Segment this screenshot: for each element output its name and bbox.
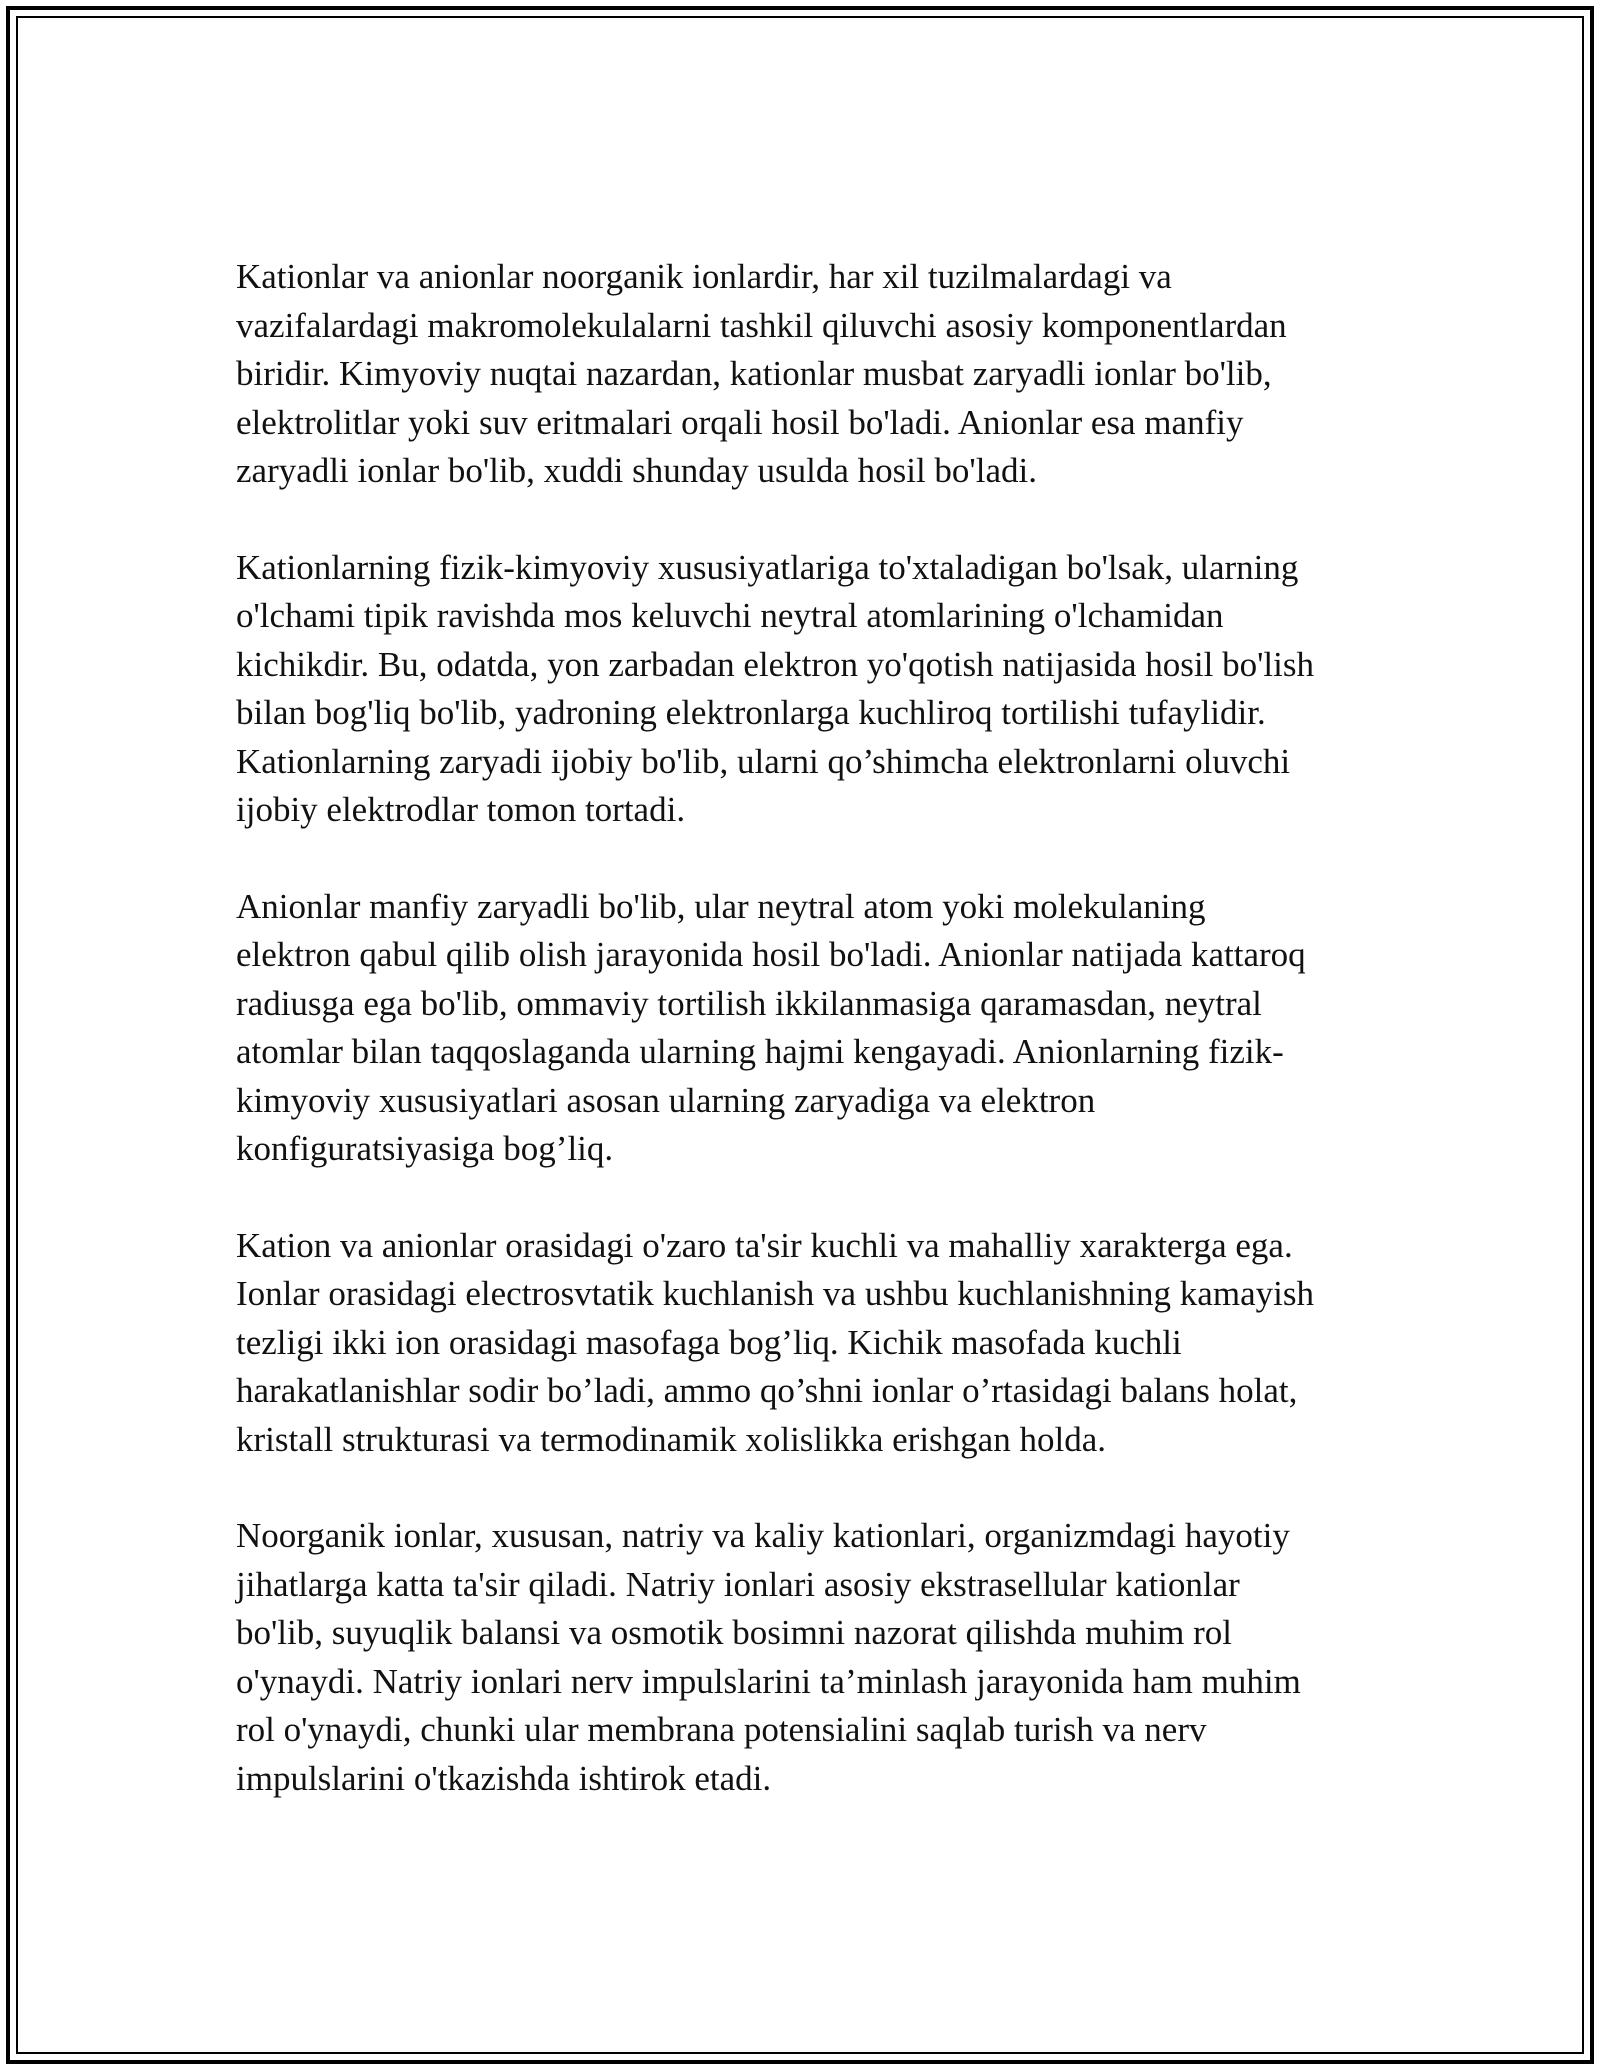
- paragraph-5: [236, 1512, 1376, 1803]
- text-line: bo'lib, suyuqlik balansi va osmotik bosimni nazorat qilishda muhim rol: [236, 1613, 1232, 1652]
- text-line: Kation va anionlar orasidagi o'zaro ta'sir kuchli va mahalliy xarakterga ega.: [236, 1225, 1293, 1265]
- text-line: konfiguratsiyasiga bog’liq.: [236, 1129, 614, 1168]
- paragraph-4: [236, 1222, 1376, 1465]
- text-line: rol o'ynaydi, chunki ular membrana potensialini saqlab turish va nerv: [236, 1710, 1207, 1749]
- text-line: o'ynaydi. Natriy ionlari nerv impulslarini ta’minlash jarayonida ham muhim: [236, 1661, 1301, 1701]
- text-line: impulslarini o'tkazishda ishtirok etadi.: [236, 1758, 772, 1798]
- text-line: kristall strukturasi va termodinamik xolislikka erishgan holda.: [236, 1419, 1106, 1459]
- text-line: kimyoviy xususiyatlari asosan ularning zaryadiga va elektron: [236, 1080, 1096, 1120]
- text-line: vazifalardagi makromolekulalarni tashkil qiluvchi asosiy komponentlardan: [236, 305, 1287, 345]
- text-line: o'lchami tipik ravishda mos keluvchi neytral atomlarining o'lchamidan: [236, 596, 1224, 635]
- paragraph-1: [236, 253, 1376, 496]
- text-line: atomlar bilan taqqoslaganda ularning hajmi kengayadi. Anionlarning fizik-: [236, 1032, 1284, 1071]
- text-line: Ionlar orasidagi electrosvtatik kuchlanish va ushbu kuchlanishning kamayish: [236, 1274, 1314, 1313]
- paragraph-3: [236, 883, 1376, 1174]
- text-line: tezligi ikki ion orasidagi masofaga bog’liq. Kichik masofada kuchli: [236, 1322, 1182, 1362]
- text-line: jihatlarga katta ta'sir qiladi. Natriy ionlari asosiy ekstrasellular kationlar: [236, 1564, 1240, 1604]
- paragraph-2: [236, 544, 1376, 835]
- text-line: biridir. Kimyoviy nuqtai nazardan, kationlar musbat zaryadli ionlar bo'lib,: [236, 354, 1272, 393]
- text-line: bilan bog'liq bo'lib, yadroning elektronlarga kuchliroq tortilishi tufaylidir.: [236, 693, 1266, 732]
- text-line: ijobiy elektrodlar tomon tortadi.: [236, 790, 686, 829]
- text-line: harakatlanishlar sodir bo’ladi, ammo qo’shni ionlar o’rtasidagi balans holat,: [236, 1371, 1298, 1410]
- text-line: Kationlarning fizik-kimyoviy xususiyatlariga to'xtaladigan bo'lsak, ularning: [236, 547, 1299, 587]
- text-line: Noorganik ionlar, xususan, natriy va kaliy kationlari, organizmdagi hayotiy: [236, 1516, 1290, 1555]
- text-line: Anionlar manfiy zaryadli bo'lib, ular neytral atom yoki molekulaning: [236, 886, 1206, 926]
- text-line: elektron qabul qilib olish jarayonida hosil bo'ladi. Anionlar natijada kattaroq: [236, 935, 1306, 974]
- text-line: Kationlar va anionlar noorganik ionlardir, har xil tuzilmalardagi va: [236, 257, 1172, 296]
- document-body: [236, 253, 1376, 1851]
- text-line: zaryadli ionlar bo'lib, xuddi shunday usulda hosil bo'ladi.: [236, 451, 1037, 490]
- text-line: elektrolitlar yoki suv eritmalari orqali hosil bo'ladi. Anionlar esa manfiy: [236, 402, 1244, 442]
- text-line: Kationlarning zaryadi ijobiy bo'lib, ularni qo’shimcha elektronlarni oluvchi: [236, 741, 1291, 781]
- text-line: kichikdir. Bu, odatda, yon zarbadan elektron yo'qotish natijasida hosil bo'lish: [236, 644, 1314, 684]
- text-line: radiusga ega bo'lib, ommaviy tortilish ikkilanmasiga qaramasdan, neytral: [236, 983, 1262, 1023]
